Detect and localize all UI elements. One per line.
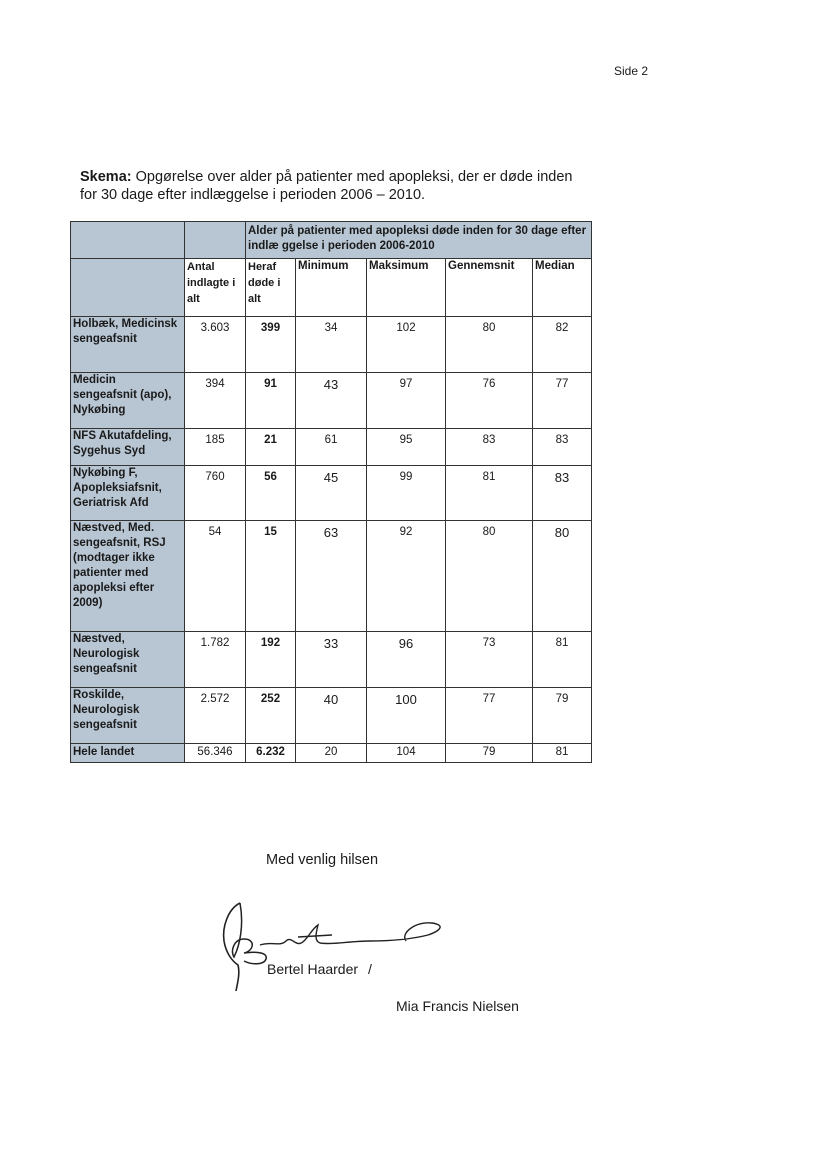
cell-admitted: 394 [185, 373, 246, 429]
cell-minimum: 61 [296, 429, 367, 466]
row-label: Næstved, Med. sengeafsnit, RSJ (modtager ikke patienter med apopleksi efter 2009) [71, 521, 185, 632]
row-label: Hele landet [71, 744, 185, 763]
corner-cell-2 [185, 222, 246, 259]
cell-mean: 73 [446, 632, 533, 688]
row-header-corner [71, 259, 185, 317]
row-label: Nykøbing F, Apopleksiafsnit, Geriatrisk Afd [71, 466, 185, 521]
cell-minimum: 45 [296, 466, 367, 521]
cell-deaths: 192 [246, 632, 296, 688]
cell-minimum: 63 [296, 521, 367, 632]
handwritten-signature [200, 895, 450, 995]
cell-maximum: 96 [367, 632, 446, 688]
cell-admitted: 185 [185, 429, 246, 466]
apoplexy-age-table [70, 221, 592, 763]
table-row [71, 317, 592, 373]
cell-maximum: 99 [367, 466, 446, 521]
row-label: NFS Akutafdeling, Sygehus Syd [71, 429, 185, 466]
table-caption [80, 168, 580, 204]
cell-maximum: 97 [367, 373, 446, 429]
cell-median: 80 [533, 521, 592, 632]
cell-median: 79 [533, 688, 592, 744]
cell-median: 77 [533, 373, 592, 429]
cell-mean: 80 [446, 521, 533, 632]
row-label: Holbæk, Medicinsk sengeafsnit [71, 317, 185, 373]
cell-deaths: 21 [246, 429, 296, 466]
cell-minimum: 33 [296, 632, 367, 688]
cell-mean: 77 [446, 688, 533, 744]
corner-cell [71, 222, 185, 259]
cell-median: 81 [533, 744, 592, 763]
group-header: Alder på patienter med apopleksi døde inden for 30 dage efter indlæ ggelse i perioden 2006-2010 [246, 222, 592, 259]
cell-median: 81 [533, 632, 592, 688]
table-row [71, 373, 592, 429]
cell-admitted: 760 [185, 466, 246, 521]
cell-maximum: 92 [367, 521, 446, 632]
cell-maximum: 95 [367, 429, 446, 466]
cell-mean: 76 [446, 373, 533, 429]
cell-deaths: 6.232 [246, 744, 296, 763]
table-row [71, 688, 592, 744]
table-row [71, 466, 592, 521]
cell-admitted: 1.782 [185, 632, 246, 688]
cell-maximum: 100 [367, 688, 446, 744]
cell-deaths: 252 [246, 688, 296, 744]
cell-deaths: 91 [246, 373, 296, 429]
col-header-admitted: Antal indlagte i alt [185, 259, 246, 317]
col-header-minimum: Minimum [296, 259, 367, 317]
cell-mean: 81 [446, 466, 533, 521]
cell-maximum: 104 [367, 744, 446, 763]
cell-median: 83 [533, 466, 592, 521]
group-header-row [71, 222, 592, 259]
row-label: Roskilde, Neurologisk sengeafsnit [71, 688, 185, 744]
col-header-mean: Gennemsnit [446, 259, 533, 317]
signer-name-1: Bertel Haarder [267, 961, 359, 977]
col-header-deaths: Heraf døde i alt [246, 259, 296, 317]
cell-admitted: 56.346 [185, 744, 246, 763]
cell-maximum: 102 [367, 317, 446, 373]
table-row [71, 429, 592, 466]
caption-lead: Skema: [80, 169, 132, 185]
cell-median: 82 [533, 317, 592, 373]
cell-admitted: 3.603 [185, 317, 246, 373]
caption-line-1: Opgørelse over alder på patienter med apopleksi, der er døde inden [131, 169, 573, 185]
col-header-maximum: Maksimum [367, 259, 446, 317]
cell-mean: 79 [446, 744, 533, 763]
page-number: Side 2 [614, 64, 649, 78]
cell-admitted: 54 [185, 521, 246, 632]
table-row-total [71, 744, 592, 763]
row-label: Næstved, Neurologisk sengeafsnit [71, 632, 185, 688]
cell-median: 83 [533, 429, 592, 466]
signer-separator: / [368, 961, 372, 977]
table-row [71, 632, 592, 688]
cell-minimum: 34 [296, 317, 367, 373]
cell-minimum: 43 [296, 373, 367, 429]
cell-deaths: 15 [246, 521, 296, 632]
cell-deaths: 56 [246, 466, 296, 521]
cell-minimum: 20 [296, 744, 367, 763]
col-header-median: Median [533, 259, 592, 317]
cell-mean: 83 [446, 429, 533, 466]
table-row [71, 521, 592, 632]
signer-name-2: Mia Francis Nielsen [396, 998, 519, 1014]
cell-mean: 80 [446, 317, 533, 373]
cell-minimum: 40 [296, 688, 367, 744]
column-header-row [71, 259, 592, 317]
closing-greeting: Med venlig hilsen [266, 852, 379, 868]
row-label: Medicin sengeafsnit (apo), Nykøbing [71, 373, 185, 429]
cell-admitted: 2.572 [185, 688, 246, 744]
cell-deaths: 399 [246, 317, 296, 373]
caption-line-2: for 30 dage efter indlæggelse i perioden 2006 – 2010. [80, 187, 426, 203]
